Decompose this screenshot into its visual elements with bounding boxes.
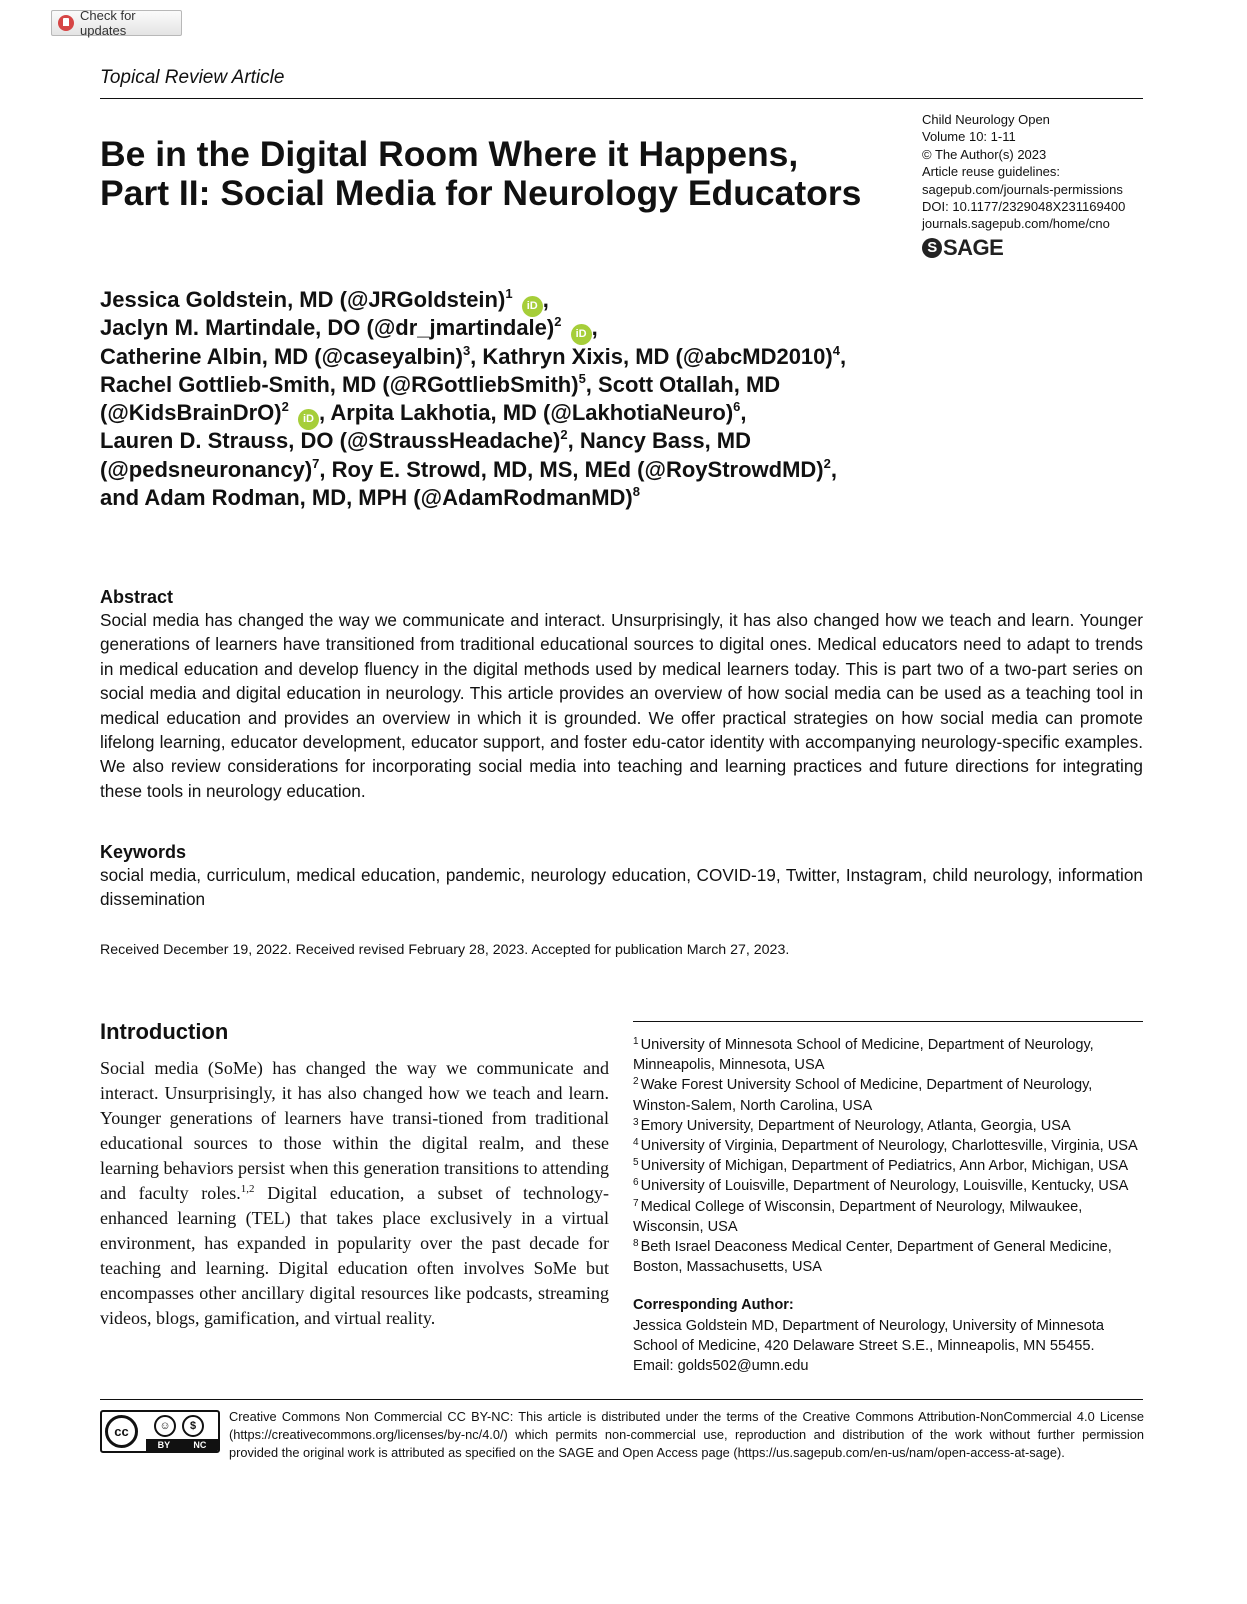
affiliation-text: University of Minnesota School of Medicine, Department of Neurology, Minneapolis, Minnesota, USA <box>633 1037 1094 1074</box>
cc-badge-bar <box>146 1439 220 1451</box>
title-line-2: Part II: Social Media for Neurology Educators <box>100 173 862 213</box>
author-line-4: Rachel Gottlieb-Smith, MD (@RGottliebSmith)$^5$, Scott Otallah, MD <box>100 370 781 397</box>
keywords-heading: Keywords <box>100 842 187 862</box>
check-for-updates-label: Check for updates <box>80 8 136 38</box>
affiliation-item <box>633 1156 1148 1176</box>
author-list <box>100 286 900 512</box>
journal-volume: Volume 10: 1-11 <box>922 129 1016 145</box>
affiliation-text: University of Michigan, Department of Pediatrics, Ann Arbor, Michigan, USA <box>640 1158 1129 1175</box>
affiliation-text: Beth Israel Deaconess Medical Center, Department of General Medicine, Boston, Massachusetts, USA <box>633 1239 1112 1276</box>
affiliation-item <box>633 1197 1148 1237</box>
license-text: Creative Commons Non Commercial CC BY-NC: This article is distributed under the terms of the Creative Commons Attribution-NonCommercial 4.0 License (https://creativecommons.org/licenses/by-nc/4.0/) which permits non-commercial use, reproduction and distribution of the work without further permission provided the original work is attributed as specified on the SAGE and Open Access page (https://us.sagepub.com/en-us/nam/open-access-at-sage). <box>229 1409 1144 1461</box>
journal-copyright: © The Author(s) 2023 <box>922 146 1047 162</box>
corresponding-author-heading: Corresponding Author: <box>633 1297 794 1314</box>
author-name: Catherine Albin, MD (@caseyalbin) <box>100 343 463 369</box>
author-name: Scott Otallah, MD <box>598 371 781 397</box>
keywords-section <box>100 841 1143 912</box>
introduction-heading: Introduction <box>100 1019 229 1044</box>
author-line-1: Jessica Goldstein, MD (@JRGoldstein)$^1$ iD , <box>100 286 900 314</box>
author-name: Kathryn Xixis, MD (@abcMD2010) <box>482 343 833 369</box>
author-name: Jaclyn M. Martindale, DO (@dr_jmartindale) <box>100 315 555 341</box>
journal-info <box>922 111 1152 261</box>
affiliation-number: 5 <box>633 1157 639 1169</box>
affiliations-list <box>633 1035 1148 1376</box>
affiliation-item <box>633 1075 1148 1115</box>
cc-nc-label: NC <box>193 1440 207 1450</box>
author-affiliation-sup: 3 <box>462 342 471 358</box>
license-rule <box>100 1399 1143 1400</box>
orcid-icon[interactable]: iD <box>571 324 592 345</box>
author-name: Arpita Lakhotia, MD (@LakhotiaNeuro) <box>330 400 734 426</box>
author-line-8 <box>100 484 900 512</box>
sage-logo-text: SAGE <box>943 235 1004 261</box>
author-name: Nancy Bass, MD <box>579 428 752 454</box>
affiliation-item <box>633 1035 1148 1075</box>
article-title <box>100 135 900 213</box>
citation-reference[interactable]: 1,2 <box>240 1183 255 1195</box>
article-type-label: Topical Review Article <box>100 67 285 88</box>
author-affiliation-sup: 4 <box>832 342 840 358</box>
check-for-updates-button[interactable] <box>51 10 182 36</box>
affiliation-item <box>633 1136 1148 1156</box>
author-line-5: (@KidsBrainDrO)$^2$ iD , Arpita Lakhotia, MD (@LakhotiaNeuro)$^6$, <box>100 399 900 427</box>
author-affiliation-sup: 1 <box>505 286 513 301</box>
sage-logo <box>922 235 1152 261</box>
introduction-paragraph-part-1: Social media (SoMe) has changed the way we communicate and interact. Unsurprisingly, it has also changed how we teach and learn. Younger generations of learners have transi-tioned from traditional educational sources to those within the digital realm, and these learning behaviors persist when this generation transitions to attending and faculty roles. <box>100 1058 609 1203</box>
orcid-icon[interactable]: iD <box>298 409 319 430</box>
author-name: (@KidsBrainDrO) <box>100 400 282 426</box>
abstract-section <box>100 586 1143 803</box>
author-affiliation-sup: 6 <box>733 399 741 415</box>
publication-dates: Received December 19, 2022. Received revised February 28, 2023. Accepted for publication March 27, 2023. <box>100 942 790 958</box>
author-line-6: Lauren D. Strauss, DO (@StraussHeadache)$^2$, Nancy Bass, MD <box>100 427 752 454</box>
author-affiliation-sup: 8 <box>632 484 640 500</box>
affiliation-number: 7 <box>633 1197 639 1209</box>
affiliation-number: 8 <box>633 1238 639 1250</box>
author-affiliation-sup: 2 <box>281 399 289 415</box>
affiliation-text: Medical College of Wisconsin, Department of Neurology, Milwaukee, Wisconsin, USA <box>633 1198 1083 1235</box>
author-line-2: Jaclyn M. Martindale, DO (@dr_jmartindale)$^2$ iD , <box>100 314 900 342</box>
author-line-3: Catherine Albin, MD (@caseyalbin)$^3$, Kathryn Xixis, MD (@abcMD2010)$^4$, <box>100 342 847 369</box>
affiliation-text: University of Louisville, Department of Neurology, Louisville, Kentucky, USA <box>640 1178 1129 1195</box>
author-line-7: (@pedsneuronancy)$^7$, Roy E. Strowd, MD, MS, MEd (@RoyStrowdMD)$^2$, <box>100 455 837 482</box>
journal-reuse: Article reuse guidelines: <box>922 164 1061 180</box>
introduction-paragraph-part-2: Digital education, a subset of technology-enhanced learning (TEL) that takes place exclusively in a virtual environment, has expanded in popularity over the past decade for teaching and learning. Digital education often involves SoMe but encompasses other ancillary digital resources like podcasts, streaming videos, blogs, gamification, and virtual reality. <box>100 1183 609 1328</box>
author-affiliation-sup: 7 <box>312 455 320 471</box>
affiliation-number: 3 <box>633 1116 639 1128</box>
affiliations-rule <box>633 1021 1143 1022</box>
attribution-icon: ☺ <box>154 1415 176 1437</box>
affiliation-text: Wake Forest University School of Medicine, Department of Neurology, Winston-Salem, North Carolina, USA <box>633 1077 1093 1114</box>
affiliation-number: 2 <box>633 1076 639 1088</box>
journal-permissions-link[interactable]: sagepub.com/journals-permissions <box>922 181 1123 197</box>
corresponding-author-line-1: Jessica Goldstein MD, Department of Neurology, University of Minnesota <box>633 1317 1104 1334</box>
corresponding-author <box>633 1295 1148 1376</box>
author-name: and Adam Rodman, MD, MPH (@AdamRodmanMD) <box>100 485 633 511</box>
corresponding-author-email[interactable]: Email: golds502@umn.edu <box>633 1358 809 1375</box>
cc-by-label: BY <box>157 1440 171 1450</box>
introduction-text <box>100 1056 609 1331</box>
abstract-text: Social media has changed the way we communicate and interact. Unsurprisingly, it has also changed how we teach and learn. Younger generations of learners have transitioned from traditional educational sources to digital ones. Medical educators need to adapt to trends in medical education and develop fluency in the digital methods used by medical learners today. This is part two of a two-part series on social media and digital education in neurology. This article provides an overview of how social media can be used as a teaching tool in medical education and provides an overview in which it is grounded. We offer practical strategies on how social media can promote lifelong learning, educator development, educator support, and foster edu-cator identity with accompanying neurology-specific examples. We also review considerations for incorporating social media into teaching and learning practices and future directions for integrating these tools in neurology education. <box>100 610 1143 801</box>
author-name: Rachel Gottlieb-Smith, MD (@RGottliebSmith) <box>100 371 579 397</box>
affiliation-number: 1 <box>633 1036 639 1047</box>
affiliation-item <box>633 1116 1148 1136</box>
author-affiliation-sup: 2 <box>823 455 831 471</box>
cc-icon: cc <box>105 1415 138 1448</box>
journal-name: Child Neurology Open <box>922 112 1050 127</box>
affiliation-item <box>633 1237 1148 1277</box>
cc-by-nc-badge[interactable] <box>100 1410 220 1453</box>
author-affiliation-sup: 2 <box>560 427 568 443</box>
author-name: Jessica Goldstein, MD (@JRGoldstein) <box>100 287 506 312</box>
journal-homepage-link[interactable]: journals.sagepub.com/home/cno <box>922 216 1110 232</box>
orcid-icon[interactable]: iD <box>522 296 543 317</box>
author-name: Lauren D. Strauss, DO (@StraussHeadache) <box>100 428 561 454</box>
check-updates-icon <box>58 15 74 31</box>
corresponding-author-line-2: School of Medicine, 420 Delaware Street S.E., Minneapolis, MN 55455. <box>633 1337 1095 1354</box>
sage-logo-icon: S <box>922 238 942 258</box>
author-affiliation-sup: 2 <box>554 314 562 330</box>
author-name: (@pedsneuronancy) <box>100 456 313 482</box>
author-affiliation-sup: 5 <box>578 370 586 386</box>
keywords-text: social media, curriculum, medical education, pandemic, neurology education, COVID-19, Twitter, Instagram, child neurology, information dissemination <box>100 865 1143 910</box>
affiliation-text: University of Virginia, Department of Neurology, Charlottesville, Virginia, USA <box>640 1138 1138 1155</box>
affiliation-number: 4 <box>633 1137 639 1149</box>
affiliation-number: 6 <box>633 1177 639 1189</box>
author-name: Roy E. Strowd, MD, MS, MEd (@RoyStrowdMD) <box>331 456 824 482</box>
non-commercial-icon: $ <box>182 1415 204 1437</box>
header-rule <box>100 98 1143 99</box>
affiliation-text: Emory University, Department of Neurology, Atlanta, Georgia, USA <box>640 1117 1071 1134</box>
affiliation-item <box>633 1176 1148 1196</box>
abstract-heading: Abstract <box>100 587 174 607</box>
title-line-1: Be in the Digital Room Where it Happens, <box>100 134 799 174</box>
journal-doi[interactable]: DOI: 10.1177/2329048X231169400 <box>922 199 1126 215</box>
